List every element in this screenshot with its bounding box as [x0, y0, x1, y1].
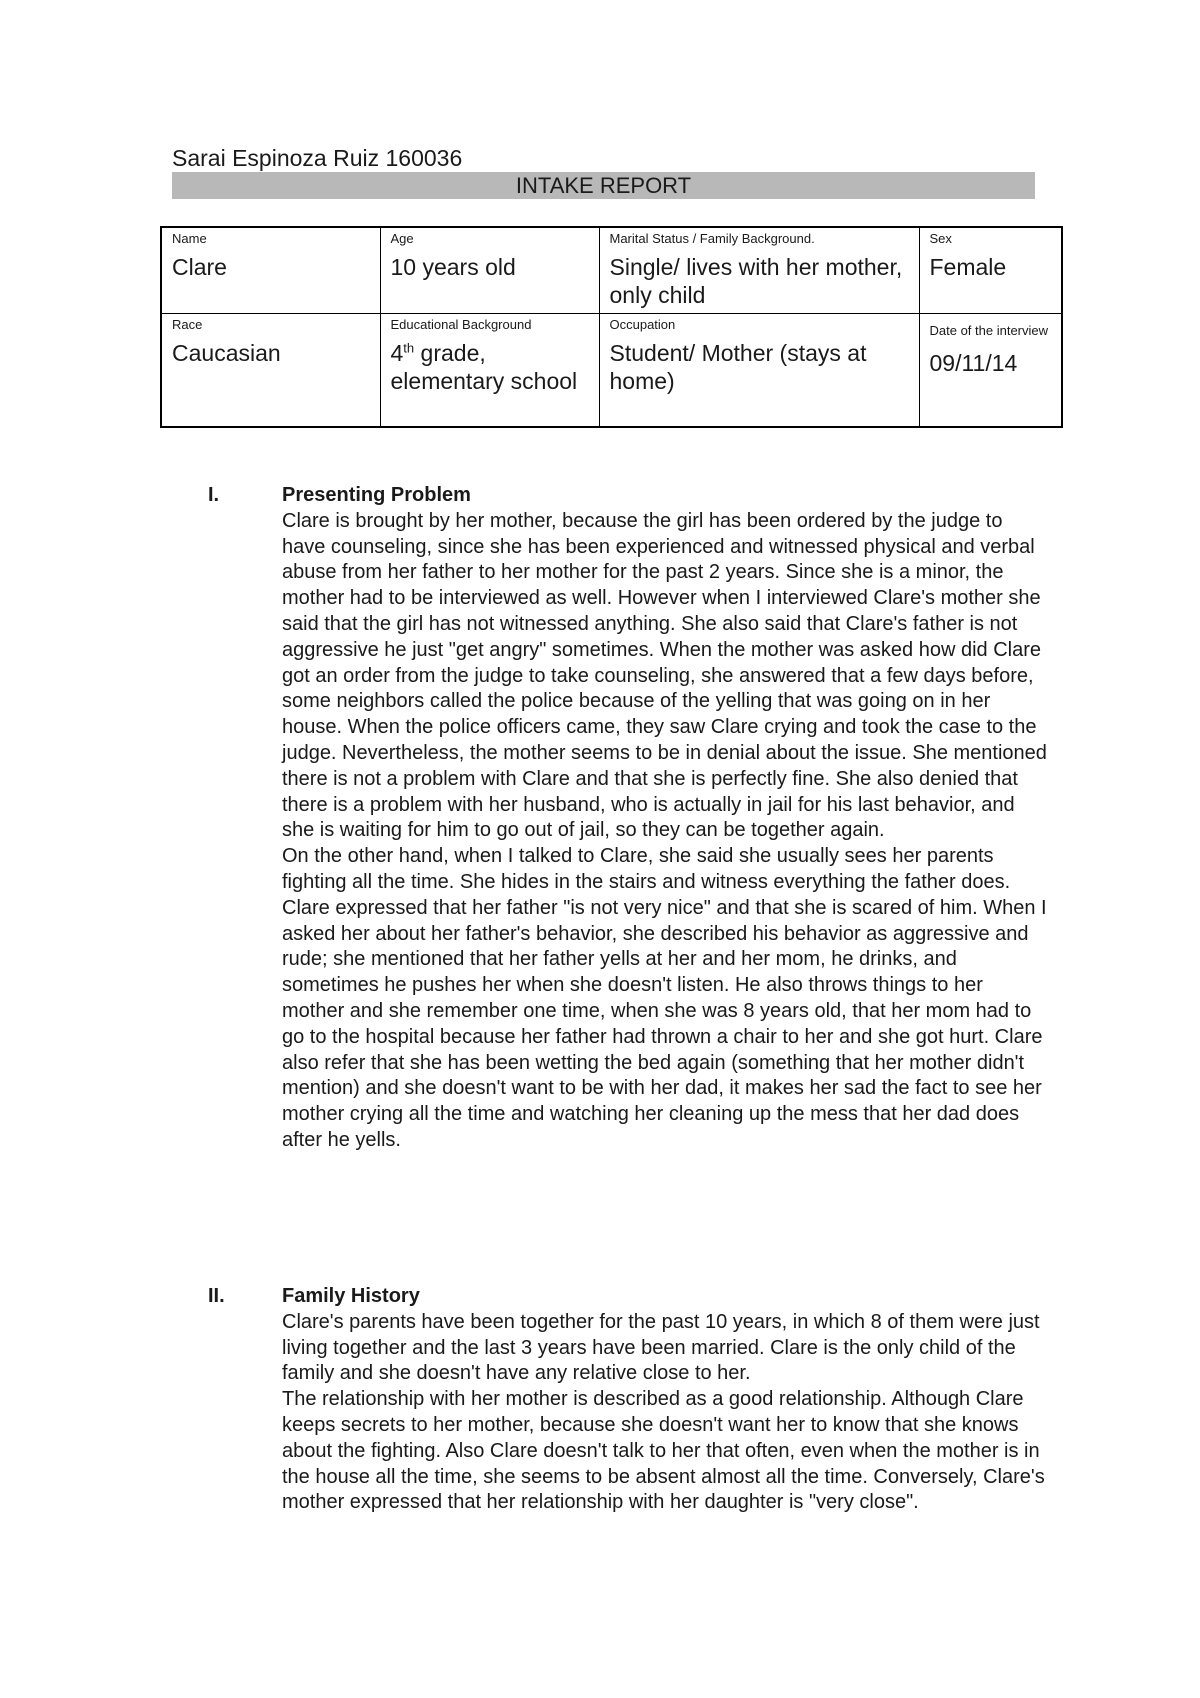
name-label: Name — [172, 231, 207, 246]
marital-cell — [599, 227, 919, 314]
education-cell — [380, 314, 599, 428]
occupation-value: Student/ Mother (stays at home) — [609, 340, 867, 394]
section-family-history — [208, 1284, 1048, 1516]
race-label: Race — [172, 317, 203, 332]
occupation-label: Occupation — [609, 317, 676, 332]
table-row — [161, 227, 1062, 314]
date-label: Date of the interview — [929, 323, 1049, 338]
section-number: II. — [208, 1285, 225, 1307]
sex-cell — [919, 227, 1062, 314]
race-cell — [161, 314, 380, 428]
education-grade: 4 — [390, 340, 404, 366]
age-value: 10 years old — [390, 254, 516, 280]
sex-value: Female — [929, 254, 1007, 280]
paragraph: Clare is brought by her mother, because the girl has been ordered by the judge to have counseling, since she has been experienced and witnessed physical and verbal abuse from her father to her mother for the past 2 years. Since she is a minor, the mother had to be interviewed as well. However when I interviewed Clare's mother she said that the girl has not witnessed anything. She also said that Clare's father is not aggressive he just "get angry" sometimes. When the mother was asked how did Clare got an order from the judge to take counseling, she answered that a few days before, some neighbors called the police because of the yelling that was going on in her house. When the police officers came, they saw Clare crying and took the case to the judge. Nevertheless, the mother seems to be in denial about the issue. She mentioned there is not a problem with Clare and that she is perfectly fine. She also denied that there is a problem with her husband, who is actually in jail for his last behavior, and she is waiting for him to go out of jail, so they can be together again. — [282, 509, 1047, 842]
section-heading: Presenting Problem — [282, 484, 471, 506]
sex-label: Sex — [929, 231, 952, 246]
author-line: Sarai Espinoza Ruiz 160036 — [172, 145, 463, 171]
education-superscript: th — [403, 340, 415, 356]
intake-table — [160, 226, 1063, 428]
name-value: Clare — [172, 254, 227, 280]
section-heading: Family History — [282, 1285, 420, 1307]
section-presenting-problem — [208, 483, 1048, 1154]
report-title: INTAKE REPORT — [172, 172, 1035, 199]
paragraph: On the other hand, when I talked to Clare, she said she usually sees her parents fighting all the time. She hides in the stairs and witness everything the father does. Clare expressed that her father "is not very nice" and that she is scared of him. When I asked her about her father's behavior, she described his behavior as aggressive and rude; she mentioned that her father yells at her and her mom, he drinks, and sometimes he pushes her when she doesn't listen. He also throws things to her mother and she remember one time, when she was 8 years old, that her mom had to go to the hospital because her father had thrown a chair to her and she got hurt. Clare also refer that she has been wetting the bed again (something that her mother didn't mention) and she doesn't want to be with her dad, it makes her sad the fact to see her mother crying all the time and watching her cleaning up the mess that her dad does after he yells. — [282, 845, 1047, 1151]
date-value: 09/11/14 — [929, 350, 1018, 376]
education-value — [391, 339, 589, 395]
paragraph: The relationship with her mother is described as a good relationship. Although Clare keeps secrets to her mother, because she doesn't want her to know that she knows about the fighting. Also Clare doesn't talk to her that often, even when the mother is in the house all the time, she seems to be absent almost all the time. Conversely, Clare's mother expressed that her relationship with her daughter is "very close". — [282, 1388, 1045, 1514]
date-cell — [919, 314, 1062, 428]
occupation-cell — [599, 314, 919, 428]
marital-label: Marital Status / Family Background. — [609, 231, 815, 246]
age-label: Age — [390, 231, 414, 246]
table-row — [161, 314, 1062, 428]
marital-value: Single/ lives with her mother, only child — [609, 254, 903, 308]
paragraph: Clare's parents have been together for the past 10 years, in which 8 of them were just living together and the last 3 years have been married. Clare is the only child of the family and she doesn't have any relative close to her. — [282, 1310, 1040, 1385]
age-cell — [380, 227, 599, 314]
section-number: I. — [208, 484, 220, 506]
race-value: Caucasian — [172, 340, 281, 366]
name-cell — [161, 227, 380, 314]
education-rest: grade, elementary school — [390, 340, 578, 394]
education-label: Educational Background — [390, 317, 532, 332]
